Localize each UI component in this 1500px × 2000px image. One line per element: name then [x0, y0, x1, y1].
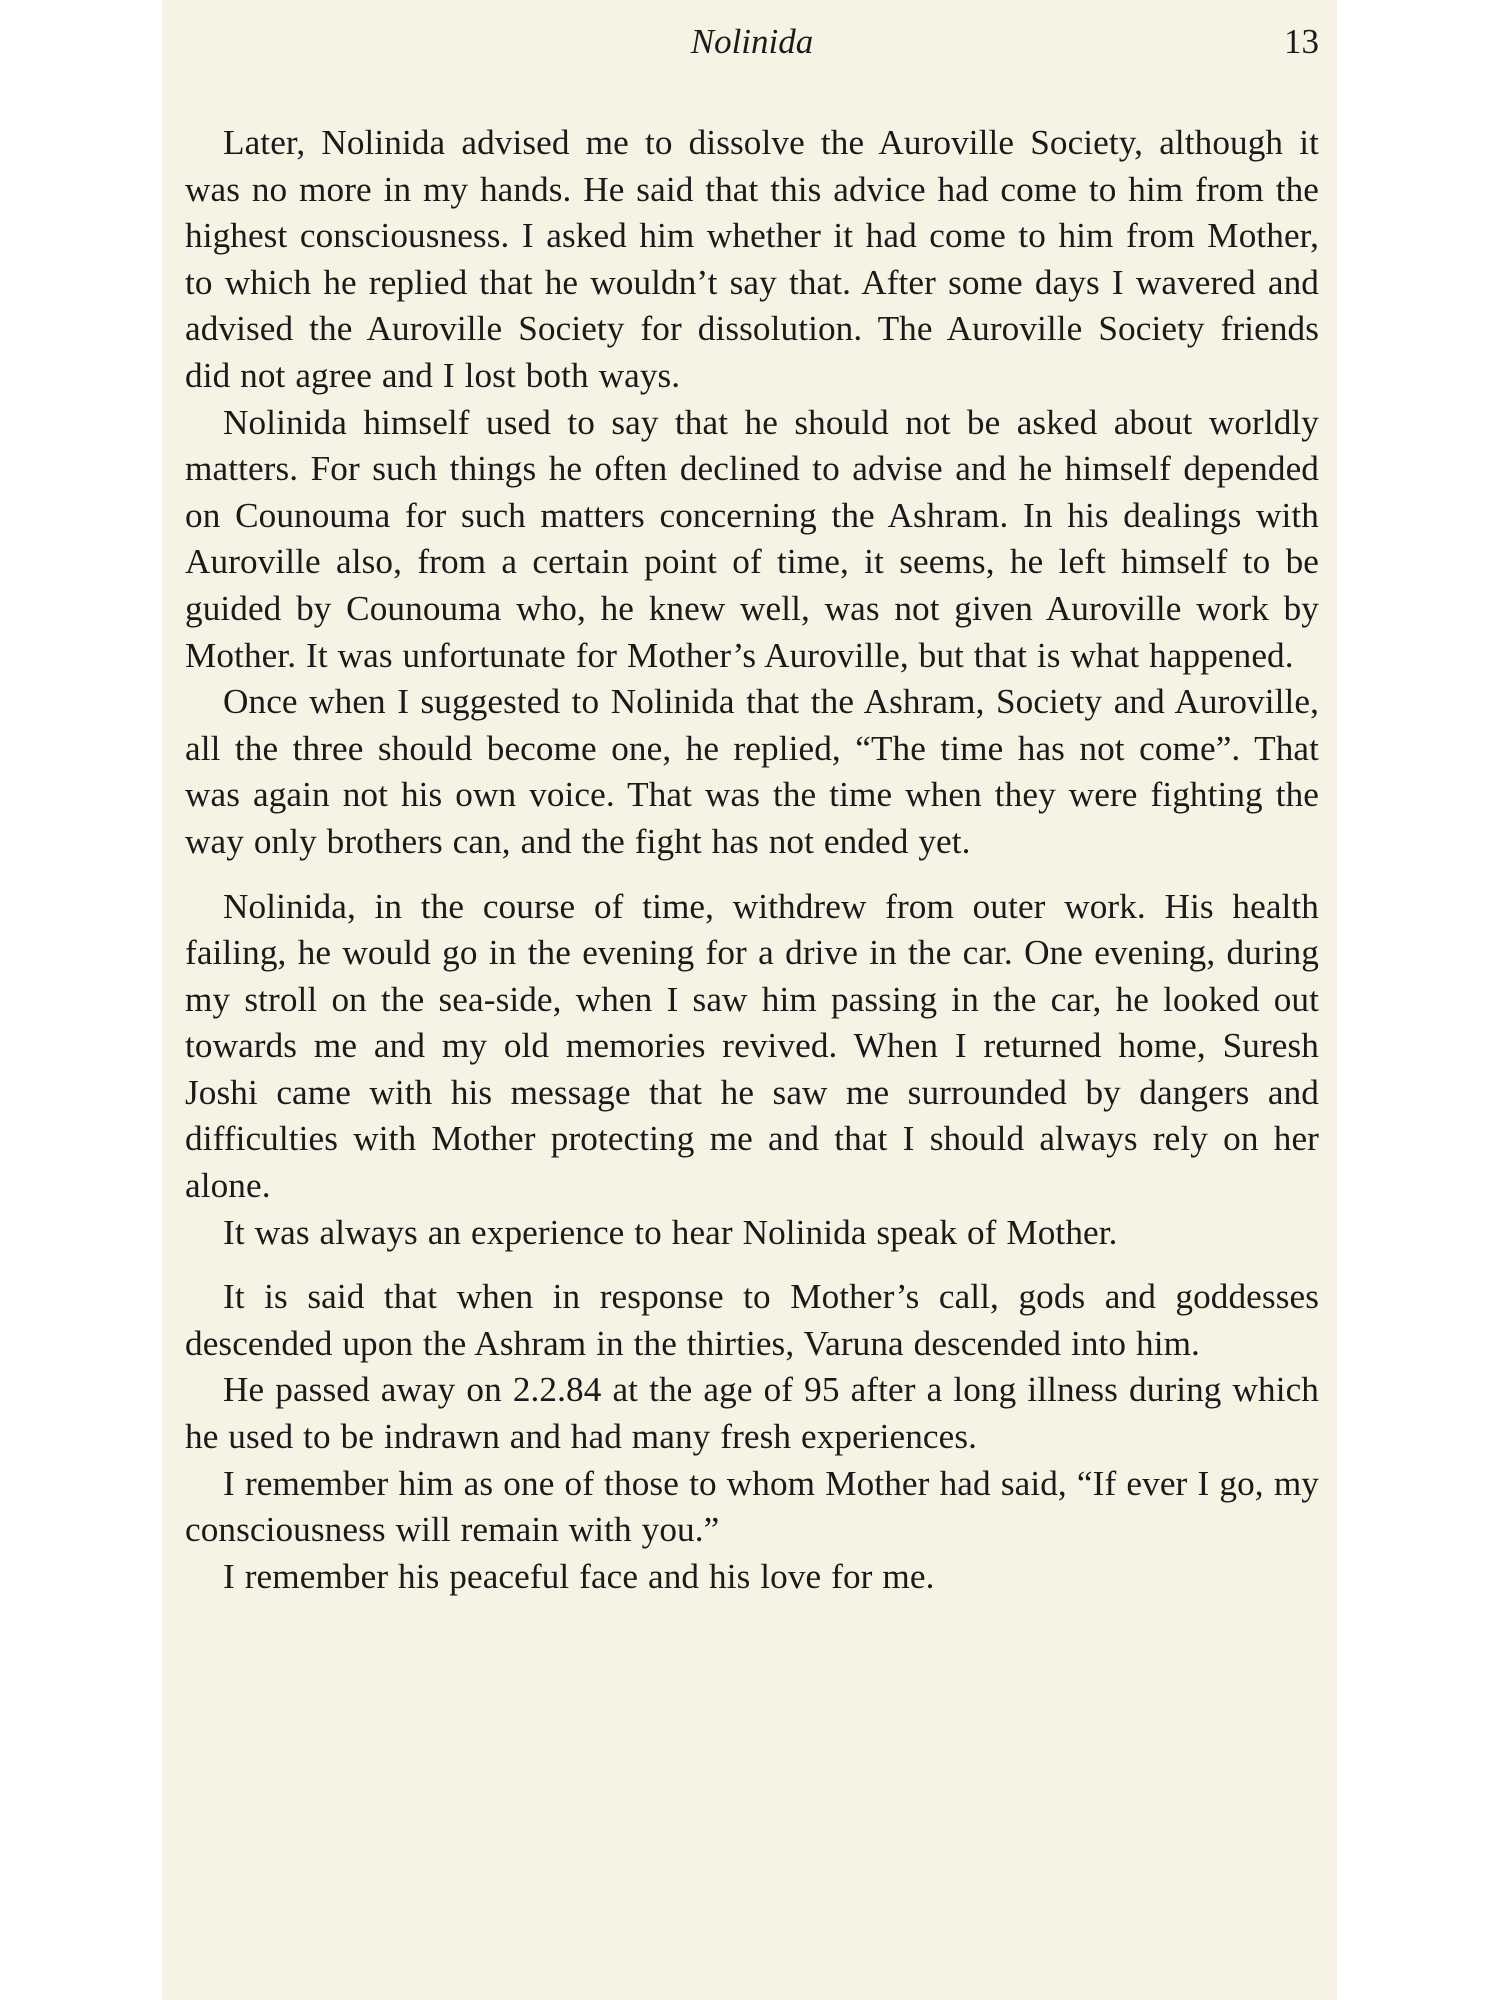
paragraph-7: He passed away on 2.2.84 at the age of 95 after a long illness during which he used to be indrawn and had many fresh experiences. [185, 1370, 1319, 1457]
paragraph-5: It was always an experience to hear Nolinida speak of Mother. [223, 1212, 1118, 1252]
paragraph-1: Later, Nolinida advised me to dissolve the Auroville Society, although it was no more in my hands. He said that this advice had come to him from the highest consciousness. I asked him whether it had come to him from Mother, to which he replied that he wouldn’t say that. After some days I wavered and advised the Auroville Society for dissolution. The Auroville Society friends did not agree and I lost both ways. [185, 123, 1319, 395]
running-title: Nolinida [690, 22, 814, 61]
paragraph-3: Once when I suggested to Nolinida that the Ashram, Society and Auroville, all the three should become one, he replied, “The time has not come”. That was again not his own voice. That was the time when they were fighting the way only brothers can, and the fight has not ended yet. [185, 682, 1319, 861]
paragraph-4: Nolinida, in the course of time, withdrew from outer work. His health failing, he would go in the evening for a drive in the car. One evening, during my stroll on the sea-side, when I saw him passing in the car, he looked out towards me and my old memories revived. When I returned home, Suresh Joshi came with his message that he saw me surrounded by dangers and difficulties with Mother protecting me and that I should always rely on her alone. [185, 886, 1319, 1206]
book-page [162, 0, 1337, 2000]
paragraph-8: I remember him as one of those to whom Mother had said, “If ever I go, my consciousness will remain with you.” [185, 1463, 1319, 1550]
body-text [185, 120, 1319, 1600]
paragraph-6: It is said that when in response to Mother’s call, gods and goddesses descended upon the Ashram in the thirties, Varuna descended into him. [185, 1277, 1319, 1363]
paragraph-9: I remember his peaceful face and his love for me. [223, 1556, 935, 1596]
page-number: 13 [1284, 22, 1319, 61]
page-content [185, 0, 1319, 1600]
running-head [185, 0, 1319, 96]
paragraph-2: Nolinida himself used to say that he should not be asked about worldly matters. For such things he often declined to advise and he himself depended on Counouma for such matters concerning the Ashram. In his dealings with Auroville also, from a certain point of time, it seems, he left himself to be guided by Counouma who, he knew well, was not given Auroville work by Mother. It was unfortunate for Mother’s Auroville, but that is what happened. [185, 402, 1319, 675]
